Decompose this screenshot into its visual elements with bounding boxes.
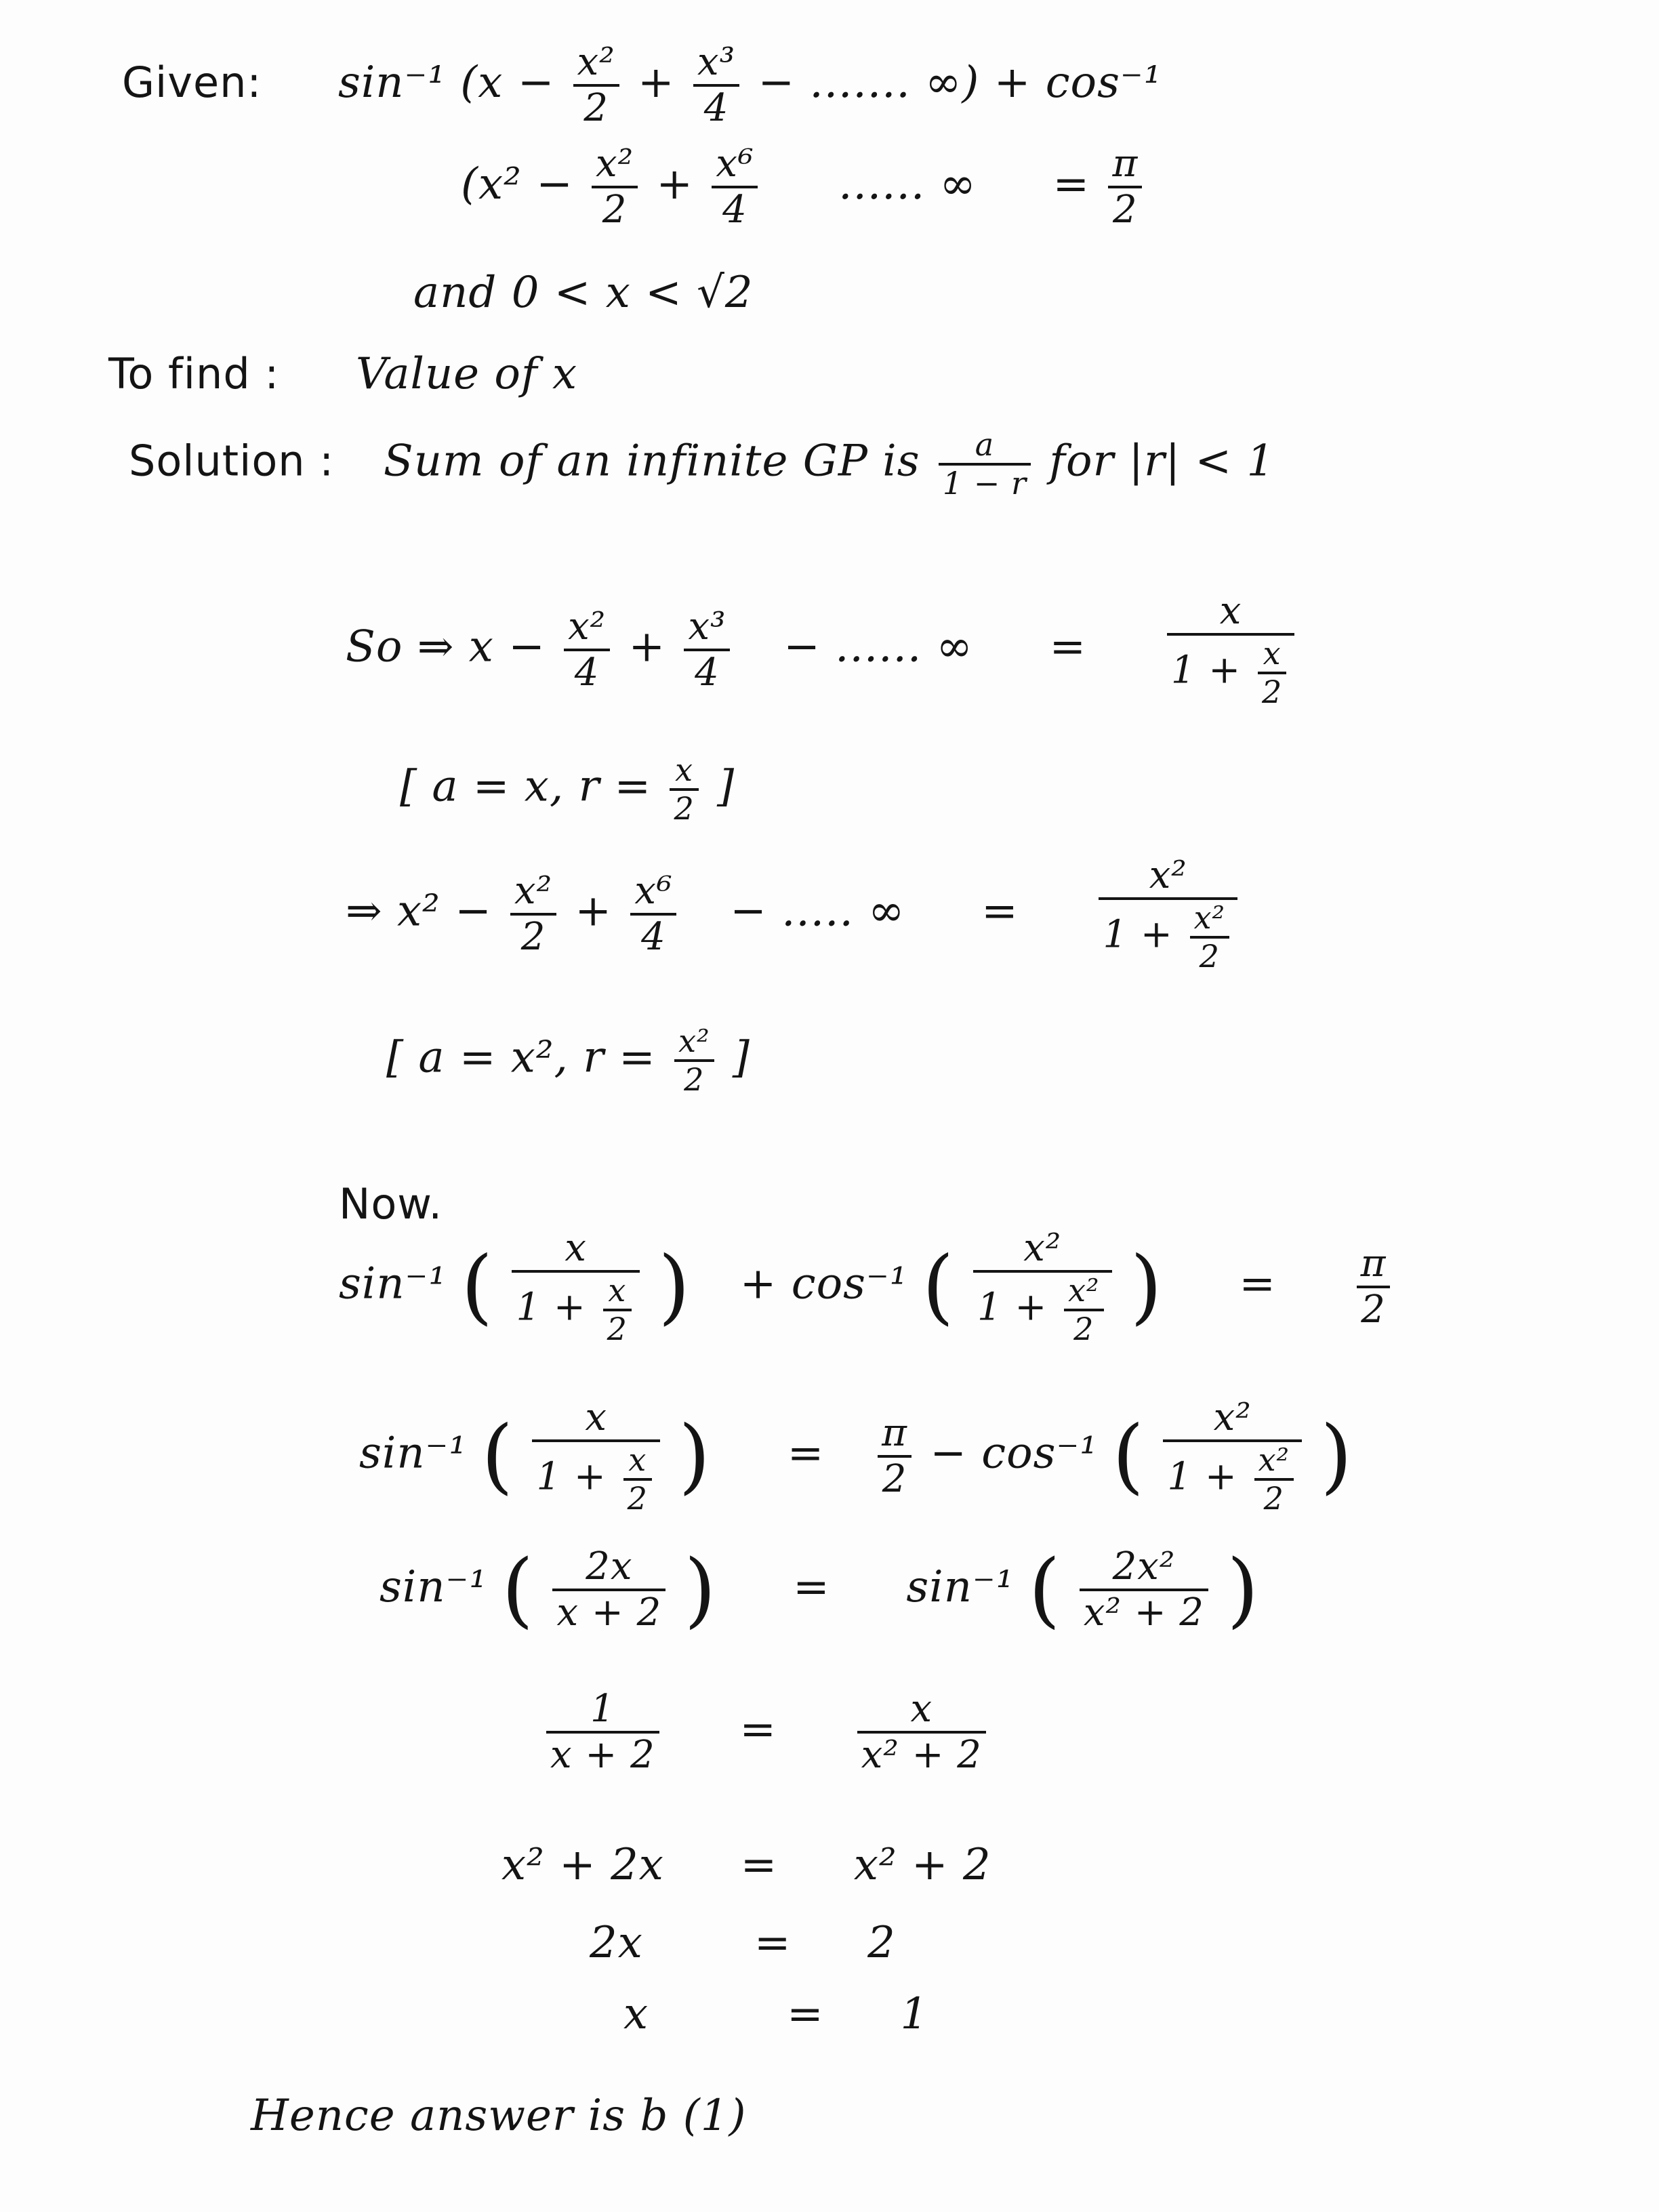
now-line-2: sin⁻¹ ( x 1 + $\frac{x}{2}$ ) = $\frac{\pi}{2}$ − cos⁻¹ ( x² 1 + $\frac{\text{x²}}{2}$ ) — [359, 1395, 1353, 1517]
now1-cos-arg: x² 1 + $\frac{\text{x²}}{2}$ — [973, 1227, 1112, 1347]
given-label: Given: — [122, 57, 262, 107]
now-line-6: 2x = 2 — [590, 1918, 896, 1968]
given-line1-lhs: sin⁻¹ (x − — [337, 57, 555, 108]
now1-sin-arg: x 1 + $\frac{x}{2}$ — [512, 1227, 639, 1347]
now-line-3: sin⁻¹ ( $\frac{2x}{x + 2}$ ) = sin⁻¹ ( $\frac{\text{2x²}}{\text{x² + 2}}$ ) — [380, 1542, 1260, 1637]
bracket-2: [ a = x², r = $\frac{\text{x²}}{2}$ ] — [386, 1023, 750, 1098]
solution-label: Solution : — [129, 436, 335, 486]
now3-rhs-arg: $\frac{\text{2x²}}{\text{x² + 2}}$ — [1080, 1545, 1208, 1635]
now2-sin-arg: x 1 + $\frac{x}{2}$ — [532, 1396, 659, 1517]
to-find-label: To find : — [108, 349, 280, 398]
now2-pi-over-2: $\frac{\pi}{2}$ — [878, 1412, 912, 1502]
conclusion: Hence answer is b (1) — [251, 2091, 747, 2141]
now3-lhs-arg: $\frac{2x}{x + 2}$ — [552, 1545, 665, 1635]
given-line2-fraction-2: $\frac{\text{x⁶}}{4}$ — [712, 142, 758, 232]
now2-cos-arg: x² 1 + $\frac{\text{x²}}{2}$ — [1163, 1396, 1302, 1517]
step1-fraction-1: $\frac{\text{x²}}{4}$ — [564, 605, 610, 695]
given-condition: and 0 < x < √2 — [413, 268, 754, 318]
now4-lhs-fraction: $\frac{1}{x + 2}$ — [546, 1687, 659, 1778]
now-line-5: x² + 2x = x² + 2 — [501, 1840, 991, 1890]
pi-over-2: $\frac{\pi}{2}$ — [1108, 142, 1142, 232]
now-label: Now. — [339, 1179, 443, 1229]
step-2: ⇒ x² − $\frac{\text{x²}}{2}$ + $\frac{\text{x⁶}}{4}$ − ..... ∞ = x² 1 + $\frac{\text{x²}}{2}$ — [346, 854, 1242, 975]
now1-pi-over-2: $\frac{\pi}{2}$ — [1357, 1242, 1391, 1332]
bracket1-fraction: $\frac{x}{2}$ — [670, 752, 698, 827]
given-line2-fraction-1: $\frac{\text{x²}}{2}$ — [592, 142, 638, 232]
now-line-1: sin⁻¹ ( x 1 + $\frac{x}{2}$ ) + cos⁻¹ ( x² 1 + $\frac{\text{x²}}{2}$ ) = $\frac{\pi}{2}$ — [339, 1227, 1394, 1347]
step2-fraction-1: $\frac{\text{x²}}{2}$ — [510, 869, 556, 960]
step1-rhs-fraction: x 1 + $\frac{x}{2}$ — [1167, 590, 1294, 710]
step-1: So ⇒ x − $\frac{\text{x²}}{4}$ + $\frac{\text{x³}}{4}$ − ...... ∞ = x 1 + $\frac{x}{2}$ — [346, 590, 1298, 710]
step2-rhs-fraction: x² 1 + $\frac{\text{x²}}{2}$ — [1099, 854, 1237, 975]
given-line-1: Given: sin⁻¹ (x − $\frac{\text{x²}}{2}$ + $\frac{\text{x³}}{4}$ − ....... ∞) + cos⁻¹ — [122, 40, 1162, 131]
solution-line: Solution : Sum of an infinite GP is $\frac{a}{1 - r}$ for |r| < 1 — [129, 426, 1275, 501]
given-line1-tail: − ....... ∞) + cos⁻¹ — [758, 57, 1162, 108]
now4-rhs-fraction: $\frac{x}{\text{x² + 2}}$ — [857, 1687, 986, 1778]
bracket-1: [ a = x, r = $\frac{x}{2}$ ] — [400, 752, 735, 827]
to-find-line: To find : Value of x — [108, 349, 578, 399]
gp-sum-fraction: $\frac{a}{1 - r}$ — [939, 427, 1031, 501]
given-line-2: (x² − $\frac{\text{x²}}{2}$ + $\frac{\text{x⁶}}{4}$ ...... ∞ = $\frac{\pi}{2}$ — [461, 142, 1146, 232]
given-line1-fraction-1: $\frac{\text{x²}}{2}$ — [573, 41, 619, 131]
now-line-7: x = 1 — [623, 1989, 929, 2039]
step2-fraction-2: $\frac{\text{x⁶}}{4}$ — [630, 869, 676, 960]
step1-fraction-2: $\frac{\text{x³}}{4}$ — [684, 605, 730, 695]
now-line-4: $\frac{1}{x + 2}$ = $\frac{x}{\text{x² + 2}}$ — [542, 1687, 990, 1778]
bracket2-fraction: $\frac{\text{x²}}{2}$ — [674, 1023, 714, 1098]
given-line1-fraction-2: $\frac{\text{x³}}{4}$ — [693, 41, 739, 131]
